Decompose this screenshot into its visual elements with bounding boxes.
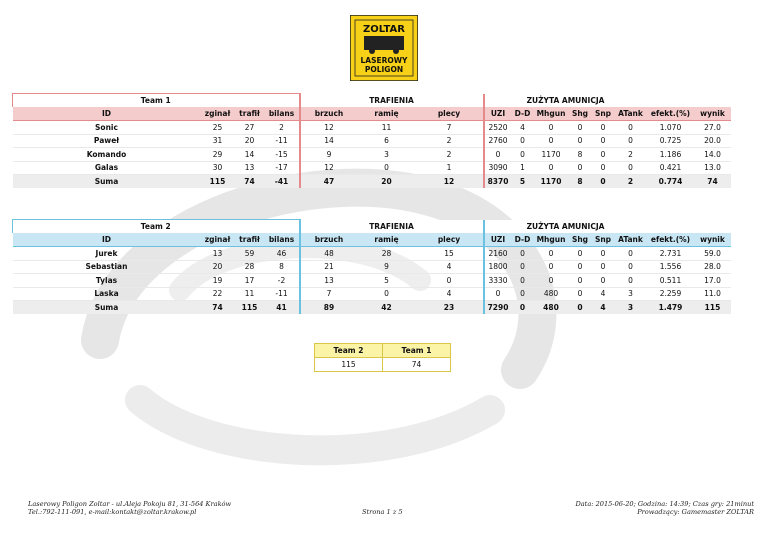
table-cell: 0 [569, 134, 592, 148]
sum-cell: 480 [534, 301, 569, 315]
table-cell: 0 [569, 274, 592, 288]
col-mhgun: Mhgun [534, 233, 569, 247]
table-cell: 0 [569, 260, 592, 274]
sum-row [13, 175, 731, 189]
table-cell: 28.0 [695, 260, 731, 274]
table-cell: 22 [201, 287, 235, 301]
table-cell: 2160 [484, 247, 512, 261]
team2-ammo-title: ZUŻYTA AMUNICJA [484, 220, 647, 234]
comparison-header-team2: Team 2 [315, 344, 383, 358]
footer-game-info-line2: Prowadzący: Gamemaster ZOLTAR [637, 508, 754, 516]
col-snp: Snp [592, 233, 615, 247]
table-cell: -11 [265, 134, 300, 148]
sum-cell: 7290 [484, 301, 512, 315]
col-id: ID [13, 107, 201, 121]
table-cell: 2 [416, 148, 484, 162]
team1-ammo-title: ZUŻYTA AMUNICJA [484, 94, 647, 108]
col-ramie: ramię [358, 107, 416, 121]
col-wynik: wynik [695, 233, 731, 247]
table-cell: 11 [235, 287, 265, 301]
table-cell: 20 [235, 134, 265, 148]
table-cell: 0 [534, 260, 569, 274]
table-cell: 20.0 [695, 134, 731, 148]
col-zginal: zginał [201, 233, 235, 247]
sum-cell: 115 [201, 175, 235, 189]
sum-label: Suma [13, 301, 201, 315]
table-cell: 0 [592, 121, 615, 135]
col-shg: Shg [569, 233, 592, 247]
table-cell: 0 [615, 161, 647, 175]
player-id-cell: Sonic [13, 121, 201, 135]
team2-title: Team 2 [13, 220, 300, 234]
footer-address [28, 500, 231, 516]
svg-text:LASEROWY: LASEROWY [360, 56, 408, 65]
table-cell: 13 [235, 161, 265, 175]
col-trafil: trafił [235, 107, 265, 121]
table-cell: 8 [569, 148, 592, 162]
table-cell: 2.731 [647, 247, 695, 261]
table-cell: 0 [512, 148, 534, 162]
sum-cell: 41 [265, 301, 300, 315]
sum-cell: 0.774 [647, 175, 695, 189]
table-cell: -2 [265, 274, 300, 288]
col-bilans: bilans [265, 233, 300, 247]
sum-cell: 1.479 [647, 301, 695, 315]
sum-cell: 3 [615, 301, 647, 315]
table-cell: 1800 [484, 260, 512, 274]
table-cell: 4 [416, 260, 484, 274]
sum-cell: 89 [300, 301, 358, 315]
table-cell: 13 [201, 247, 235, 261]
sum-cell: 0 [569, 301, 592, 315]
table-cell: 0 [592, 148, 615, 162]
col-efekt: efekt.(%) [647, 107, 695, 121]
table-cell: 11 [358, 121, 416, 135]
table-row [13, 247, 731, 261]
sum-cell: 5 [512, 175, 534, 189]
table-cell: 1170 [534, 148, 569, 162]
col-efekt: efekt.(%) [647, 233, 695, 247]
table-cell: 11.0 [695, 287, 731, 301]
player-id-cell: Sebastian [13, 260, 201, 274]
table-cell: 2 [265, 121, 300, 135]
svg-text:ZOLTAR: ZOLTAR [363, 24, 405, 35]
table-cell: 2760 [484, 134, 512, 148]
table-cell: 59 [235, 247, 265, 261]
zoltar-logo [350, 15, 418, 81]
table-cell: 0 [358, 161, 416, 175]
col-mhgun: Mhgun [534, 107, 569, 121]
svg-text:POLIGON: POLIGON [364, 65, 404, 74]
player-id-cell: Paweł [13, 134, 201, 148]
table-cell: 1.556 [647, 260, 695, 274]
table-cell: 0 [534, 161, 569, 175]
footer-game-info-line1: Data: 2015-06-20; Godzina: 14:39; Czas gry: 21minut [575, 500, 754, 508]
table-cell: 21 [300, 260, 358, 274]
table-cell: -15 [265, 148, 300, 162]
col-uzi: UZI [484, 107, 512, 121]
table-cell: 0 [512, 134, 534, 148]
table-cell: 30 [201, 161, 235, 175]
table-cell: 0 [416, 274, 484, 288]
table-cell: 31 [201, 134, 235, 148]
col-trafil: trafił [235, 233, 265, 247]
table-cell: 8 [265, 260, 300, 274]
sum-cell: 12 [416, 175, 484, 189]
footer-game-info [575, 500, 754, 516]
comparison-value-team2: 115 [315, 358, 383, 372]
table-cell: 0 [512, 260, 534, 274]
table-cell: 1.070 [647, 121, 695, 135]
table-cell: 46 [265, 247, 300, 261]
table-cell: 12 [300, 121, 358, 135]
col-dd: D-D [512, 233, 534, 247]
table-cell: 3090 [484, 161, 512, 175]
col-plecy: plecy [416, 107, 484, 121]
table-cell: -17 [265, 161, 300, 175]
table-cell: 1.186 [647, 148, 695, 162]
table-cell: -11 [265, 287, 300, 301]
table-cell: 27.0 [695, 121, 731, 135]
table-cell: 3 [615, 287, 647, 301]
col-brzuch: brzuch [300, 107, 358, 121]
sum-cell: 8370 [484, 175, 512, 189]
team2-hits-title: TRAFIENIA [300, 220, 484, 234]
table-cell: 0.511 [647, 274, 695, 288]
table-row [13, 161, 731, 175]
sum-cell: 115 [235, 301, 265, 315]
table-cell: 0 [592, 247, 615, 261]
table-row [13, 148, 731, 162]
table-row [13, 260, 731, 274]
table-cell: 0 [592, 134, 615, 148]
sum-label: Suma [13, 175, 201, 189]
table-cell: 0 [484, 148, 512, 162]
table-cell: 0 [569, 161, 592, 175]
table-cell: 0 [615, 121, 647, 135]
table-cell: 0 [569, 247, 592, 261]
table-cell: 0 [615, 274, 647, 288]
col-id: ID [13, 233, 201, 247]
table-cell: 9 [358, 260, 416, 274]
team2-table [12, 219, 731, 314]
table-cell: 0 [592, 260, 615, 274]
table-cell: 27 [235, 121, 265, 135]
table-cell: 0 [615, 247, 647, 261]
col-plecy: plecy [416, 233, 484, 247]
col-brzuch: brzuch [300, 233, 358, 247]
sum-cell: 8 [569, 175, 592, 189]
col-uzi: UZI [484, 233, 512, 247]
col-dd: D-D [512, 107, 534, 121]
comparison-value-team1: 74 [383, 358, 451, 372]
team2-column-headers [13, 233, 731, 247]
comparison-header-team1: Team 1 [383, 344, 451, 358]
col-zginal: zginał [201, 107, 235, 121]
sum-cell: 42 [358, 301, 416, 315]
table-cell: 0.725 [647, 134, 695, 148]
team1-column-headers [13, 107, 731, 121]
table-cell: 29 [201, 148, 235, 162]
sum-cell: 2 [615, 175, 647, 189]
table-cell: 0 [615, 134, 647, 148]
sum-cell: 74 [695, 175, 731, 189]
table-cell: 4 [592, 287, 615, 301]
table-cell: 1 [512, 161, 534, 175]
table-cell: 14 [300, 134, 358, 148]
sum-cell: 74 [201, 301, 235, 315]
table-cell: 0 [534, 134, 569, 148]
player-id-cell: Laska [13, 287, 201, 301]
col-shg: Shg [569, 107, 592, 121]
table-cell: 0 [615, 260, 647, 274]
sum-cell: 1170 [534, 175, 569, 189]
table-cell: 15 [416, 247, 484, 261]
table-row [13, 121, 731, 135]
table-cell: 2520 [484, 121, 512, 135]
table-cell: 0 [592, 161, 615, 175]
table-cell: 13 [300, 274, 358, 288]
footer-address-line1: Laserowy Poligon Zoltar - ul.Aleja Pokoju 81, 31-564 Kraków [28, 500, 232, 508]
player-id-cell: Tylas [13, 274, 201, 288]
table-cell: 4 [512, 121, 534, 135]
sum-cell: 20 [358, 175, 416, 189]
player-id-cell: Galas [13, 161, 201, 175]
table-cell: 28 [358, 247, 416, 261]
table-cell: 3330 [484, 274, 512, 288]
table-cell: 14 [235, 148, 265, 162]
col-bilans: bilans [265, 107, 300, 121]
table-cell: 13.0 [695, 161, 731, 175]
table-cell: 0 [512, 287, 534, 301]
table-cell: 6 [358, 134, 416, 148]
team1-hits-title: TRAFIENIA [300, 94, 484, 108]
table-cell: 0 [512, 274, 534, 288]
sum-cell: -41 [265, 175, 300, 189]
sum-row [13, 301, 731, 315]
table-cell: 480 [534, 287, 569, 301]
table-cell: 0 [534, 247, 569, 261]
table-cell: 2 [416, 134, 484, 148]
table-row [13, 134, 731, 148]
table-cell: 0 [534, 274, 569, 288]
table-cell: 0 [484, 287, 512, 301]
table-cell: 17.0 [695, 274, 731, 288]
col-wynik: wynik [695, 107, 731, 121]
table-cell: 2 [615, 148, 647, 162]
footer-page-number: Strona 1 z 5 [362, 508, 403, 516]
table-cell: 12 [300, 161, 358, 175]
table-cell: 0 [569, 287, 592, 301]
table-cell: 0 [512, 247, 534, 261]
sum-cell: 4 [592, 301, 615, 315]
table-cell: 1 [416, 161, 484, 175]
table-cell: 5 [358, 274, 416, 288]
score-comparison-table [314, 343, 451, 372]
sum-cell: 74 [235, 175, 265, 189]
table-cell: 7 [300, 287, 358, 301]
col-atank: ATank [615, 107, 647, 121]
table-cell: 9 [300, 148, 358, 162]
sum-cell: 47 [300, 175, 358, 189]
table-cell: 0 [592, 274, 615, 288]
table-cell: 14.0 [695, 148, 731, 162]
team1-table [12, 93, 731, 188]
table-cell: 2.259 [647, 287, 695, 301]
sum-cell: 0 [592, 175, 615, 189]
table-row [13, 287, 731, 301]
table-row [13, 274, 731, 288]
table-cell: 28 [235, 260, 265, 274]
table-cell: 7 [416, 121, 484, 135]
team1-title: Team 1 [13, 94, 300, 108]
table-cell: 0 [358, 287, 416, 301]
table-cell: 19 [201, 274, 235, 288]
table-cell: 20 [201, 260, 235, 274]
footer-address-line2: Tel.:792-111-091, e-mail:kontakt@zoltar.krakow.pl [28, 508, 197, 516]
sum-cell: 0 [512, 301, 534, 315]
sum-cell: 23 [416, 301, 484, 315]
player-id-cell: Jurek [13, 247, 201, 261]
col-ramie: ramię [358, 233, 416, 247]
player-id-cell: Komando [13, 148, 201, 162]
table-cell: 17 [235, 274, 265, 288]
table-cell: 0 [569, 121, 592, 135]
table-cell: 59.0 [695, 247, 731, 261]
table-cell: 3 [358, 148, 416, 162]
table-cell: 4 [416, 287, 484, 301]
table-cell: 25 [201, 121, 235, 135]
table-cell: 0 [534, 121, 569, 135]
table-cell: 48 [300, 247, 358, 261]
sum-cell: 115 [695, 301, 731, 315]
col-snp: Snp [592, 107, 615, 121]
col-atank: ATank [615, 233, 647, 247]
table-cell: 0.421 [647, 161, 695, 175]
